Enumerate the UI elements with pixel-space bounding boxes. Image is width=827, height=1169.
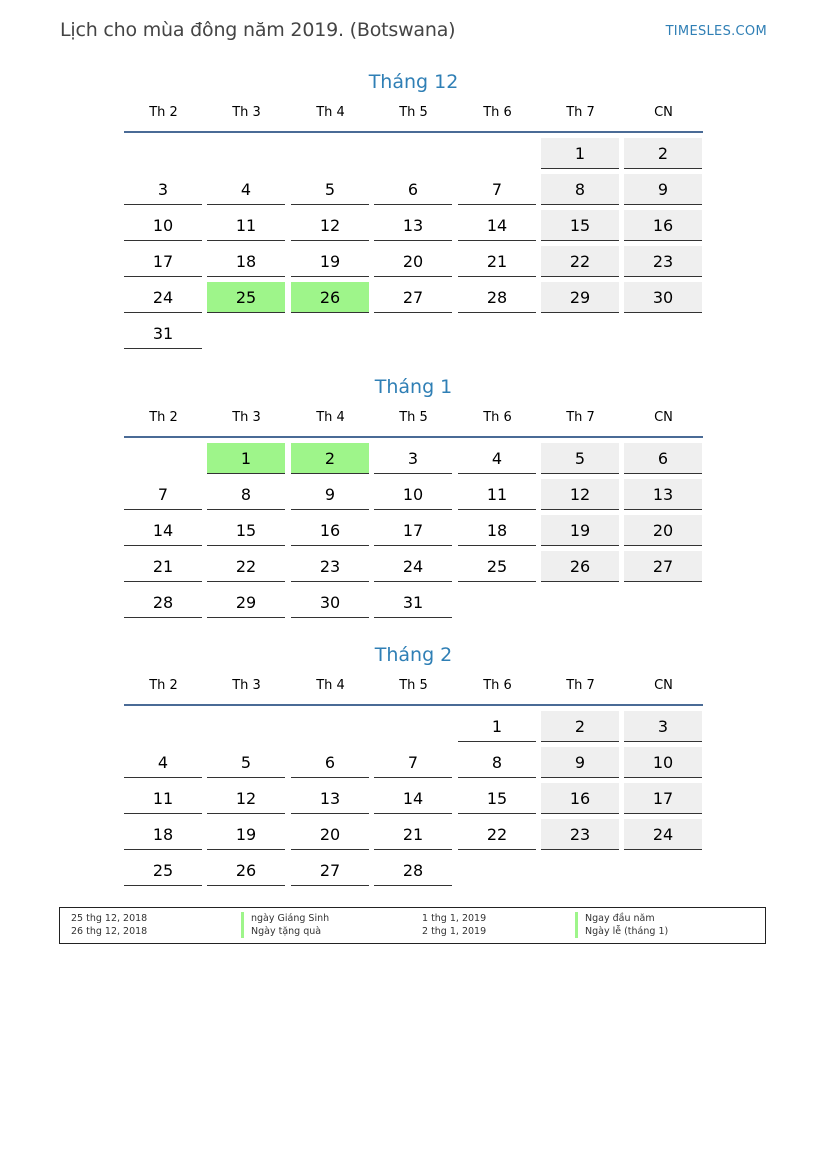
day-cell: 28: [374, 855, 452, 886]
weekday-label: Th 4: [316, 105, 345, 120]
day-cell: 21: [124, 551, 202, 582]
day-cell: 16: [624, 210, 702, 241]
day-cell: 11: [458, 479, 536, 510]
legend-date: 26 thg 12, 2018: [71, 926, 148, 937]
weekday-header: [124, 101, 703, 133]
holiday-legend: [59, 907, 766, 944]
holiday-day-cell: 25: [207, 282, 285, 313]
day-cell: 2: [624, 138, 702, 169]
weekday-header: [124, 674, 703, 706]
holiday-day-cell: 2: [291, 443, 369, 474]
day-cell: 25: [458, 551, 536, 582]
day-cell: 10: [374, 479, 452, 510]
day-cell: 25: [124, 855, 202, 886]
page-title: Lịch cho mùa đông năm 2019. (Botswana): [60, 19, 456, 41]
day-cell: 27: [624, 551, 702, 582]
weekday-header: [124, 406, 703, 438]
day-cell: 18: [207, 246, 285, 277]
day-cell: 30: [291, 587, 369, 618]
month-title: Tháng 2: [374, 644, 453, 666]
weekday-label: Th 4: [316, 410, 345, 425]
day-cell: 15: [458, 783, 536, 814]
weekday-label: Th 3: [232, 105, 261, 120]
day-cell: 29: [207, 587, 285, 618]
day-cell: 12: [541, 479, 619, 510]
month-block: [124, 643, 703, 880]
day-cell: 28: [124, 587, 202, 618]
day-cell: 7: [374, 747, 452, 778]
day-cell: 8: [207, 479, 285, 510]
legend-holiday-name: Ngày tặng quà: [241, 925, 321, 938]
day-cell: 31: [374, 587, 452, 618]
legend-date: 2 thg 1, 2019: [422, 926, 487, 937]
day-cell: 21: [374, 819, 452, 850]
day-cell: 1: [458, 711, 536, 742]
month-block: [124, 375, 703, 612]
day-cell: 12: [291, 210, 369, 241]
weekday-label: Th 7: [566, 105, 595, 120]
legend-holiday-name: Ngày lễ (tháng 1): [575, 925, 668, 938]
day-cell: 8: [541, 174, 619, 205]
day-cell: 9: [541, 747, 619, 778]
holiday-day-cell: 1: [207, 443, 285, 474]
day-cell: 6: [374, 174, 452, 205]
day-cell: 4: [124, 747, 202, 778]
weekday-label: Th 2: [149, 678, 178, 693]
day-cell: 18: [124, 819, 202, 850]
day-cell: 6: [624, 443, 702, 474]
day-cell: 9: [624, 174, 702, 205]
legend-date: 1 thg 1, 2019: [422, 913, 487, 924]
weekday-label: CN: [654, 678, 673, 693]
weekday-label: Th 6: [483, 678, 512, 693]
day-cell: 2: [541, 711, 619, 742]
day-cell: 20: [374, 246, 452, 277]
day-cell: 21: [458, 246, 536, 277]
day-cell: 9: [291, 479, 369, 510]
day-cell: 13: [374, 210, 452, 241]
day-cell: 29: [541, 282, 619, 313]
month-title: Tháng 12: [368, 71, 459, 93]
day-cell: 17: [624, 783, 702, 814]
day-cell: 3: [374, 443, 452, 474]
day-cell: 12: [207, 783, 285, 814]
day-cell: 7: [458, 174, 536, 205]
day-cell: 14: [124, 515, 202, 546]
day-cell: 10: [124, 210, 202, 241]
day-cell: 19: [291, 246, 369, 277]
day-cell: 19: [207, 819, 285, 850]
day-cell: 4: [458, 443, 536, 474]
day-cell: 5: [291, 174, 369, 205]
day-cell: 23: [624, 246, 702, 277]
day-cell: 27: [291, 855, 369, 886]
day-cell: 31: [124, 318, 202, 349]
day-cell: 11: [124, 783, 202, 814]
weekday-label: Th 6: [483, 105, 512, 120]
day-cell: 15: [541, 210, 619, 241]
day-cell: 24: [124, 282, 202, 313]
weekday-label: Th 5: [399, 105, 428, 120]
day-cell: 16: [541, 783, 619, 814]
weekday-label: Th 5: [399, 678, 428, 693]
weekday-label: Th 7: [566, 678, 595, 693]
day-cell: 19: [541, 515, 619, 546]
day-cell: 8: [458, 747, 536, 778]
day-cell: 15: [207, 515, 285, 546]
day-cell: 22: [541, 246, 619, 277]
month-block: [124, 70, 703, 343]
day-cell: 26: [207, 855, 285, 886]
weekday-label: Th 2: [149, 410, 178, 425]
day-cell: 10: [624, 747, 702, 778]
day-cell: 26: [541, 551, 619, 582]
weekday-label: CN: [654, 105, 673, 120]
day-cell: 20: [624, 515, 702, 546]
day-cell: 1: [541, 138, 619, 169]
weekday-label: Th 7: [566, 410, 595, 425]
day-cell: 4: [207, 174, 285, 205]
legend-date: 25 thg 12, 2018: [71, 913, 148, 924]
day-cell: 22: [458, 819, 536, 850]
day-cell: 7: [124, 479, 202, 510]
day-cell: 22: [207, 551, 285, 582]
legend-holiday-name: Ngay đầu năm: [575, 912, 655, 925]
day-cell: 13: [291, 783, 369, 814]
day-cell: 23: [291, 551, 369, 582]
day-cell: 13: [624, 479, 702, 510]
day-cell: 24: [374, 551, 452, 582]
day-cell: 28: [458, 282, 536, 313]
weekday-label: Th 3: [232, 410, 261, 425]
day-cell: 17: [124, 246, 202, 277]
day-cell: 11: [207, 210, 285, 241]
day-cell: 24: [624, 819, 702, 850]
day-cell: 6: [291, 747, 369, 778]
day-cell: 5: [207, 747, 285, 778]
day-cell: 23: [541, 819, 619, 850]
day-cell: 20: [291, 819, 369, 850]
weekday-label: Th 3: [232, 678, 261, 693]
site-link[interactable]: TIMESLES.COM: [665, 24, 767, 39]
weekday-label: Th 2: [149, 105, 178, 120]
holiday-day-cell: 26: [291, 282, 369, 313]
day-cell: 27: [374, 282, 452, 313]
weekday-label: Th 5: [399, 410, 428, 425]
day-cell: 5: [541, 443, 619, 474]
legend-holiday-name: ngày Giáng Sinh: [241, 912, 329, 925]
weekday-label: CN: [654, 410, 673, 425]
weekday-label: Th 6: [483, 410, 512, 425]
day-cell: 18: [458, 515, 536, 546]
day-cell: 14: [374, 783, 452, 814]
day-cell: 30: [624, 282, 702, 313]
day-cell: 3: [624, 711, 702, 742]
weekday-label: Th 4: [316, 678, 345, 693]
day-cell: 14: [458, 210, 536, 241]
day-cell: 3: [124, 174, 202, 205]
day-cell: 16: [291, 515, 369, 546]
month-title: Tháng 1: [374, 376, 453, 398]
day-cell: 17: [374, 515, 452, 546]
